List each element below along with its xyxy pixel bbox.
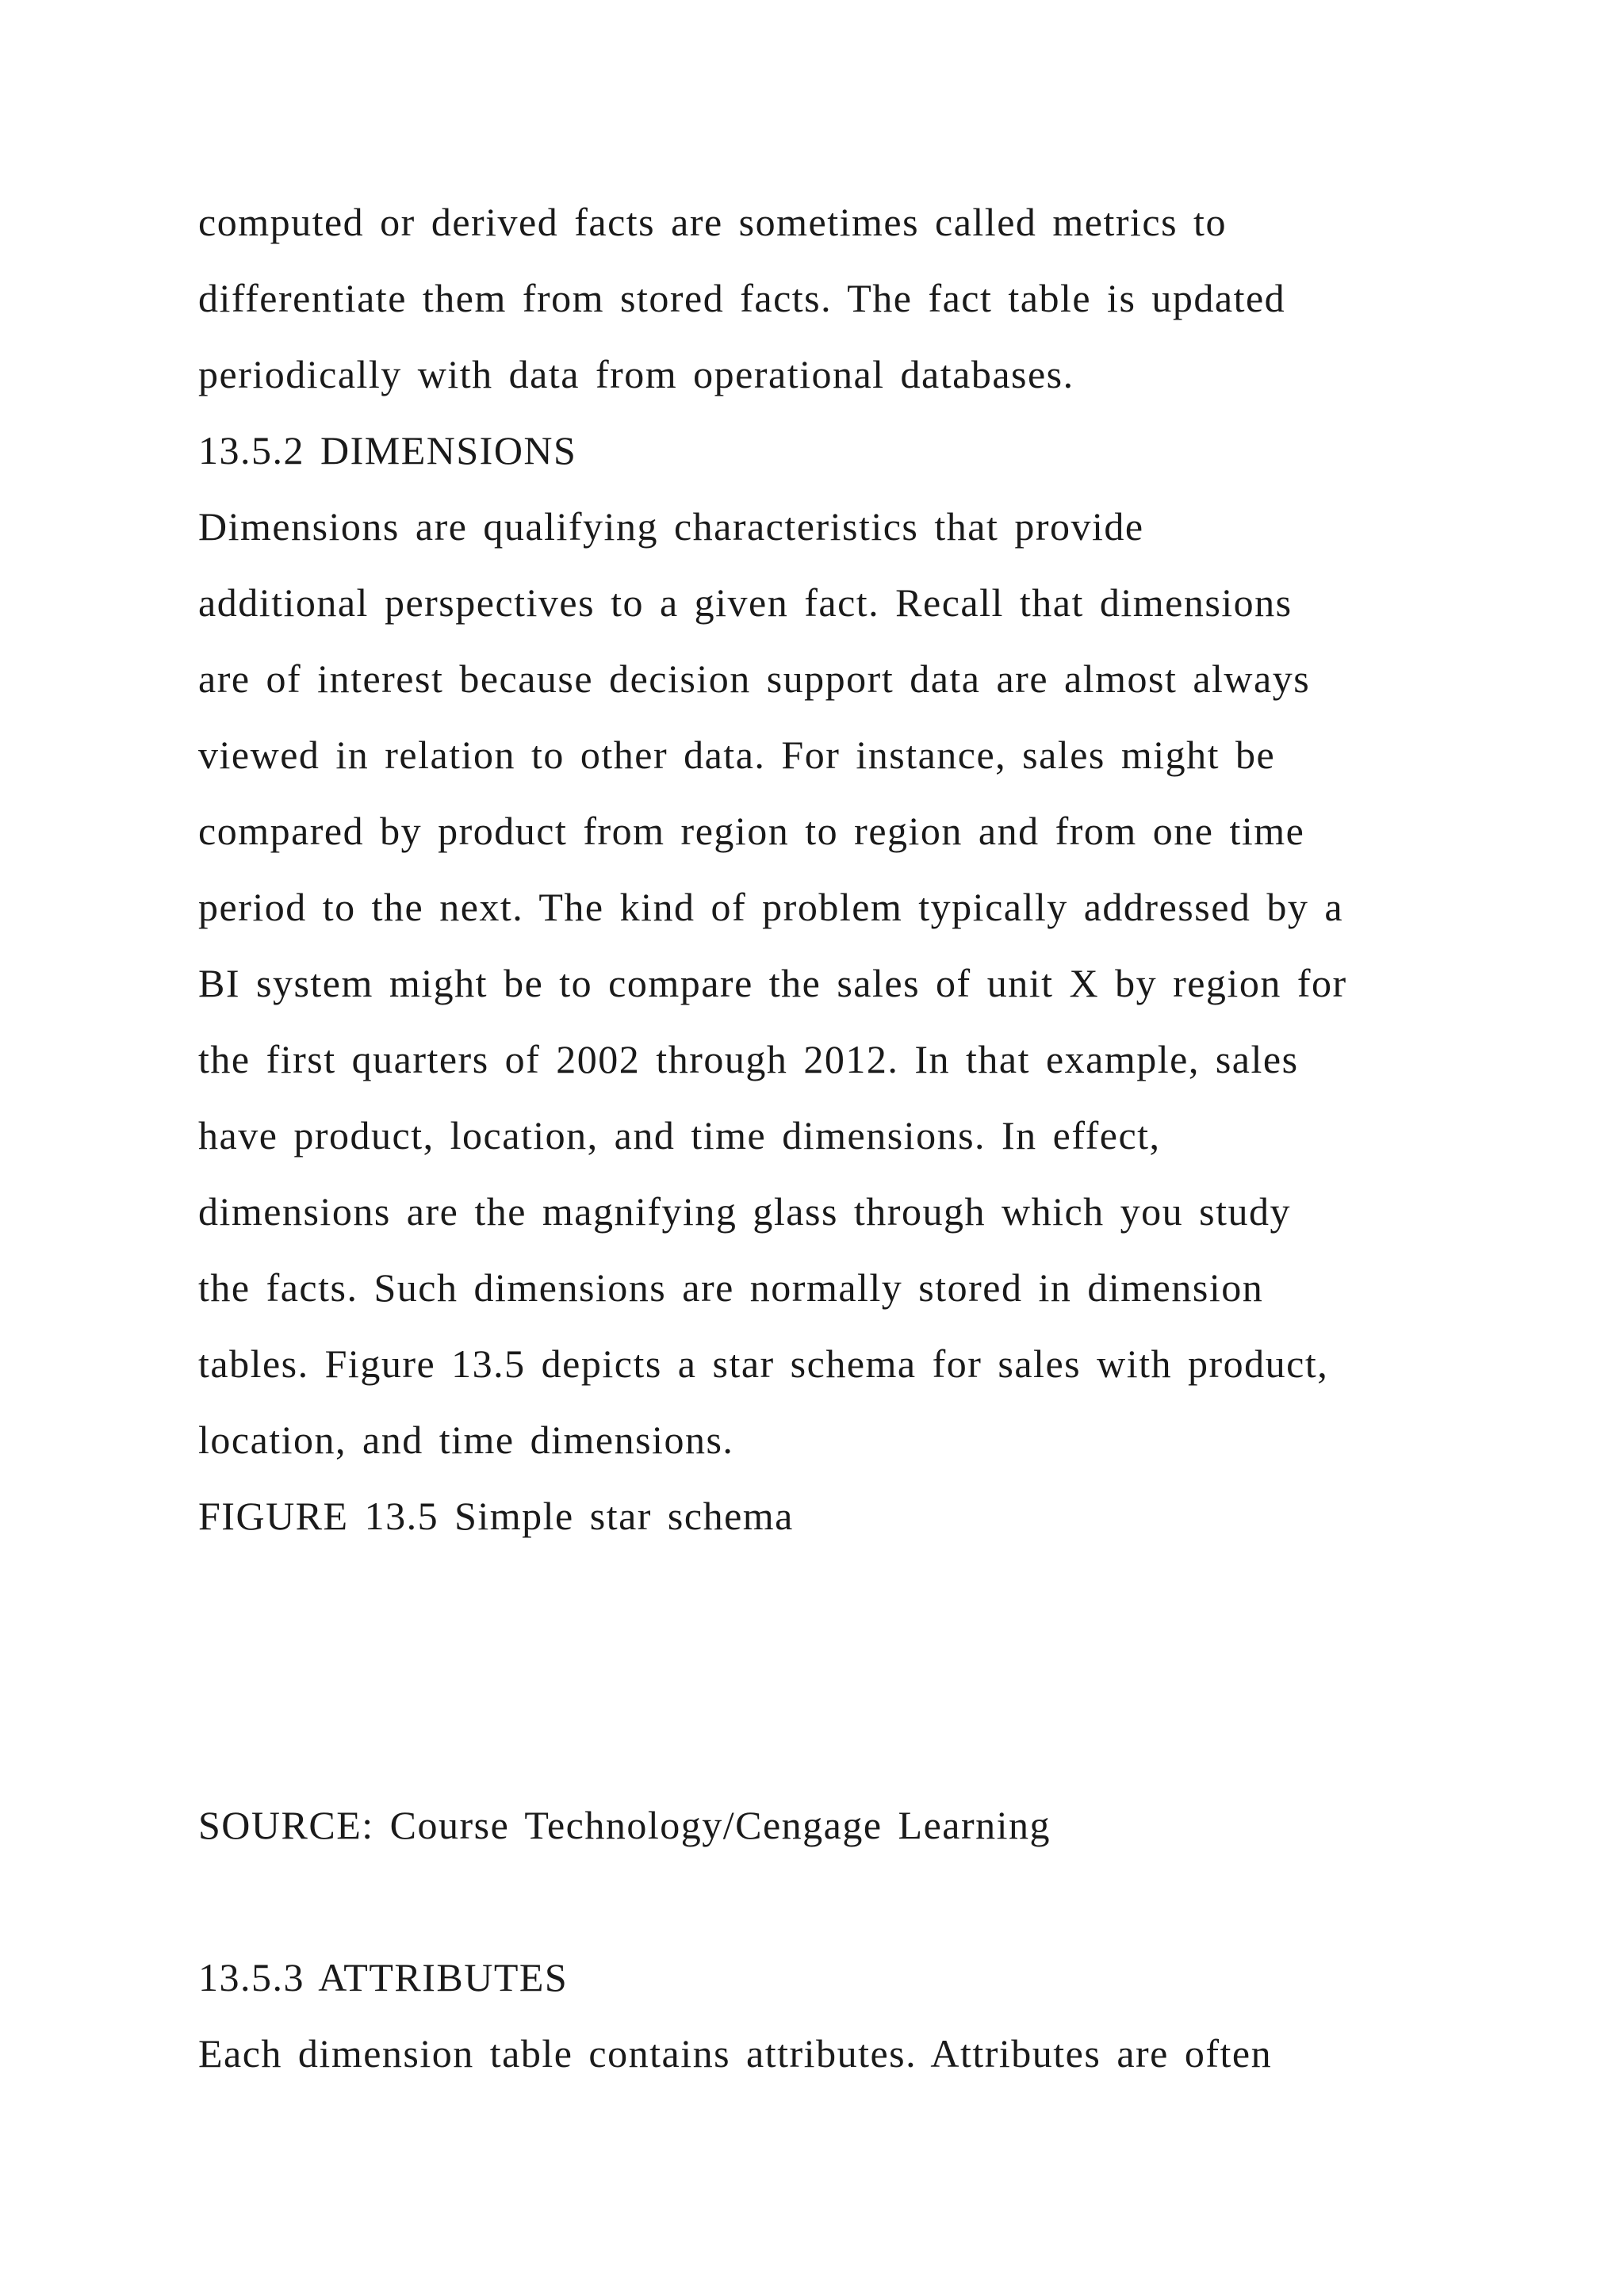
body-text-line: viewed in relation to other data. For instance, sales might be	[198, 733, 1276, 777]
body-text-line: the facts. Such dimensions are normally stored in dimension	[198, 1265, 1264, 1310]
body-text-line: location, and time dimensions.	[198, 1418, 734, 1462]
body-text-line: periodically with data from operational databases.	[198, 352, 1074, 396]
figure-caption: FIGURE 13.5 Simple star schema	[198, 1494, 794, 1538]
body-text-line: have product, location, and time dimensions. In effect,	[198, 1113, 1161, 1158]
body-text-line: BI system might be to compare the sales of unit X by region for	[198, 961, 1347, 1005]
figure-source: SOURCE: Course Technology/Cengage Learning	[198, 1803, 1051, 1847]
body-text-line: the first quarters of 2002 through 2012. In that example, sales	[198, 1037, 1299, 1081]
section-heading-attributes: 13.5.3 ATTRIBUTES	[198, 1955, 569, 1999]
body-text-line: differentiate them from stored facts. The fact table is updated	[198, 276, 1286, 320]
body-text-line: compared by product from region to region and from one time	[198, 809, 1305, 853]
section-heading-dimensions: 13.5.2 DIMENSIONS	[198, 428, 577, 473]
body-text-line: are of interest because decision support data are almost always	[198, 656, 1311, 701]
body-text-line: period to the next. The kind of problem typically addressed by a	[198, 885, 1344, 929]
body-text-line: computed or derived facts are sometimes called metrics to	[198, 200, 1227, 244]
body-text-line: Dimensions are qualifying characteristics that provide	[198, 504, 1144, 549]
body-text-line: tables. Figure 13.5 depicts a star schema for sales with product,	[198, 1341, 1329, 1386]
body-text-line: additional perspectives to a given fact. Recall that dimensions	[198, 580, 1293, 625]
body-text-line: Each dimension table contains attributes. Attributes are often	[198, 2031, 1273, 2076]
body-text-line: dimensions are the magnifying glass through which you study	[198, 1189, 1292, 1234]
